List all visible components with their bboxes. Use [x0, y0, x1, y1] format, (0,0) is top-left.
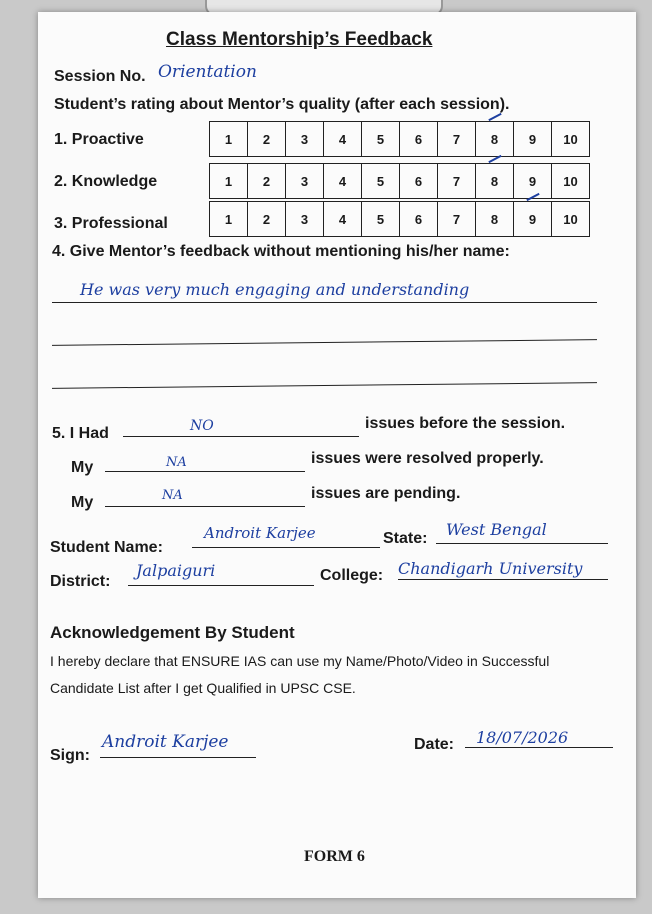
district-label: District: [50, 573, 111, 590]
sign-blank [100, 757, 256, 758]
rating-cell[interactable] [400, 164, 438, 198]
form-number: FORM 6 [304, 848, 365, 865]
rating-cell-value: 2 [262, 131, 271, 147]
signature: Androit Karjee [102, 732, 229, 752]
feedback-form-sheet [38, 12, 636, 898]
issues-line1-suffix: issues before the session. [365, 415, 566, 432]
rating-cell[interactable] [210, 202, 248, 236]
rating-label-knowledge: 2. Knowledge [54, 173, 158, 190]
ack-line-2: Candidate List after I get Qualified in UPSC CSE. [50, 680, 356, 696]
rating-cell[interactable] [476, 202, 514, 236]
rating-cell[interactable] [514, 122, 552, 156]
rating-cell[interactable] [210, 164, 248, 198]
rating-cell-value: 4 [338, 211, 347, 227]
rating-cell-value: 3 [300, 211, 309, 227]
student-name-value: Androit Karjee [204, 524, 316, 542]
rating-cell-value: 4 [338, 173, 347, 189]
rating-cell-value: 2 [262, 173, 271, 189]
college-blank [398, 579, 608, 580]
feedback-line-2 [52, 339, 597, 346]
rating-cell-value: 8 [490, 211, 499, 227]
rating-cell-value: 4 [338, 131, 347, 147]
rating-scale-professional[interactable] [209, 201, 590, 237]
rating-cell-value: 10 [563, 173, 578, 189]
rating-label-professional: 3. Professional [54, 215, 168, 232]
feedback-line-3 [52, 382, 597, 389]
rating-cell-value: 1 [224, 131, 233, 147]
rating-cell[interactable] [476, 164, 514, 198]
issues-line3-value: NA [162, 488, 183, 503]
date-blank [465, 747, 613, 748]
rating-cell-value: 7 [452, 211, 461, 227]
student-name-blank [192, 547, 380, 548]
issues-line2-blank [105, 471, 305, 472]
rating-cell[interactable] [362, 164, 400, 198]
college-label: College: [320, 567, 384, 584]
rating-cell[interactable] [286, 122, 324, 156]
rating-cell[interactable] [438, 164, 476, 198]
state-value: West Bengal [446, 520, 547, 539]
rating-cell-value: 10 [563, 211, 578, 227]
issues-line3-suffix: issues are pending. [311, 485, 461, 502]
rating-selected-mark [488, 113, 501, 121]
rating-cell[interactable] [552, 202, 589, 236]
issues-line1-prefix: 5. I Had [52, 425, 109, 442]
rating-cell[interactable] [362, 202, 400, 236]
rating-cell-value: 9 [528, 131, 537, 147]
rating-cell-value: 6 [414, 211, 423, 227]
issues-line2-suffix: issues were resolved properly. [311, 450, 544, 467]
rating-cell[interactable] [248, 202, 286, 236]
rating-cell[interactable] [210, 122, 248, 156]
rating-cell-value: 3 [300, 131, 309, 147]
session-value: Orientation [158, 62, 257, 82]
rating-cell[interactable] [362, 122, 400, 156]
rating-cell-value: 9 [528, 211, 537, 227]
issues-line2-prefix: My [71, 459, 94, 476]
form-title: Class Mentorship’s Feedback [166, 29, 433, 50]
rating-cell[interactable] [248, 164, 286, 198]
issues-line1-value: NO [190, 418, 214, 434]
issues-line1-blank [123, 436, 359, 437]
date-label: Date: [414, 736, 455, 753]
college-value: Chandigarh University [398, 559, 583, 578]
rating-cell-value: 8 [490, 173, 499, 189]
feedback-answer: He was very much engaging and understanding [80, 280, 470, 299]
rating-cell-value: 6 [414, 131, 423, 147]
session-label: Session No. [54, 68, 146, 85]
state-label: State: [383, 530, 428, 547]
rating-cell[interactable] [438, 202, 476, 236]
rating-cell[interactable] [552, 122, 589, 156]
rating-cell[interactable] [476, 122, 514, 156]
rating-scale-knowledge[interactable] [209, 163, 590, 199]
sign-label: Sign: [50, 747, 90, 764]
rating-heading: Student’s rating about Mentor’s quality (after each session). [54, 96, 510, 113]
ack-line-1: I hereby declare that ENSURE IAS can use my Name/Photo/Video in Successful [50, 653, 550, 669]
rating-label-proactive: 1. Proactive [54, 131, 144, 148]
feedback-label: 4. Give Mentor’s feedback without mentioning his/her name: [52, 243, 510, 260]
feedback-line-1 [52, 302, 597, 303]
rating-cell-value: 5 [376, 211, 385, 227]
rating-cell-value: 7 [452, 173, 461, 189]
rating-cell[interactable] [400, 202, 438, 236]
rating-cell[interactable] [514, 202, 552, 236]
rating-cell[interactable] [324, 202, 362, 236]
date-value: 18/07/2026 [476, 728, 569, 747]
rating-cell-value: 3 [300, 173, 309, 189]
rating-cell-value: 7 [452, 131, 461, 147]
rating-cell-value: 2 [262, 211, 271, 227]
rating-cell-value: 9 [528, 173, 537, 189]
rating-cell-value: 8 [490, 131, 499, 147]
district-value: Jalpaiguri [136, 561, 216, 580]
rating-scale-proactive[interactable] [209, 121, 590, 157]
student-name-label: Student Name: [50, 539, 163, 556]
district-blank [128, 585, 314, 586]
rating-cell[interactable] [286, 202, 324, 236]
rating-cell-value: 6 [414, 173, 423, 189]
issues-line2-value: NA [166, 455, 187, 470]
rating-cell-value: 10 [563, 131, 578, 147]
issues-line3-blank [105, 506, 305, 507]
rating-cell[interactable] [552, 164, 589, 198]
ack-heading: Acknowledgement By Student [50, 623, 295, 642]
rating-cell-value: 1 [224, 173, 233, 189]
rating-cell[interactable] [324, 122, 362, 156]
state-blank [436, 543, 608, 544]
rating-cell[interactable] [438, 122, 476, 156]
rating-cell[interactable] [400, 122, 438, 156]
rating-cell-value: 5 [376, 173, 385, 189]
rating-cell-value: 1 [224, 211, 233, 227]
rating-cell[interactable] [248, 122, 286, 156]
rating-cell[interactable] [514, 164, 552, 198]
rating-cell[interactable] [286, 164, 324, 198]
rating-cell-value: 5 [376, 131, 385, 147]
issues-line3-prefix: My [71, 494, 94, 511]
rating-cell[interactable] [324, 164, 362, 198]
